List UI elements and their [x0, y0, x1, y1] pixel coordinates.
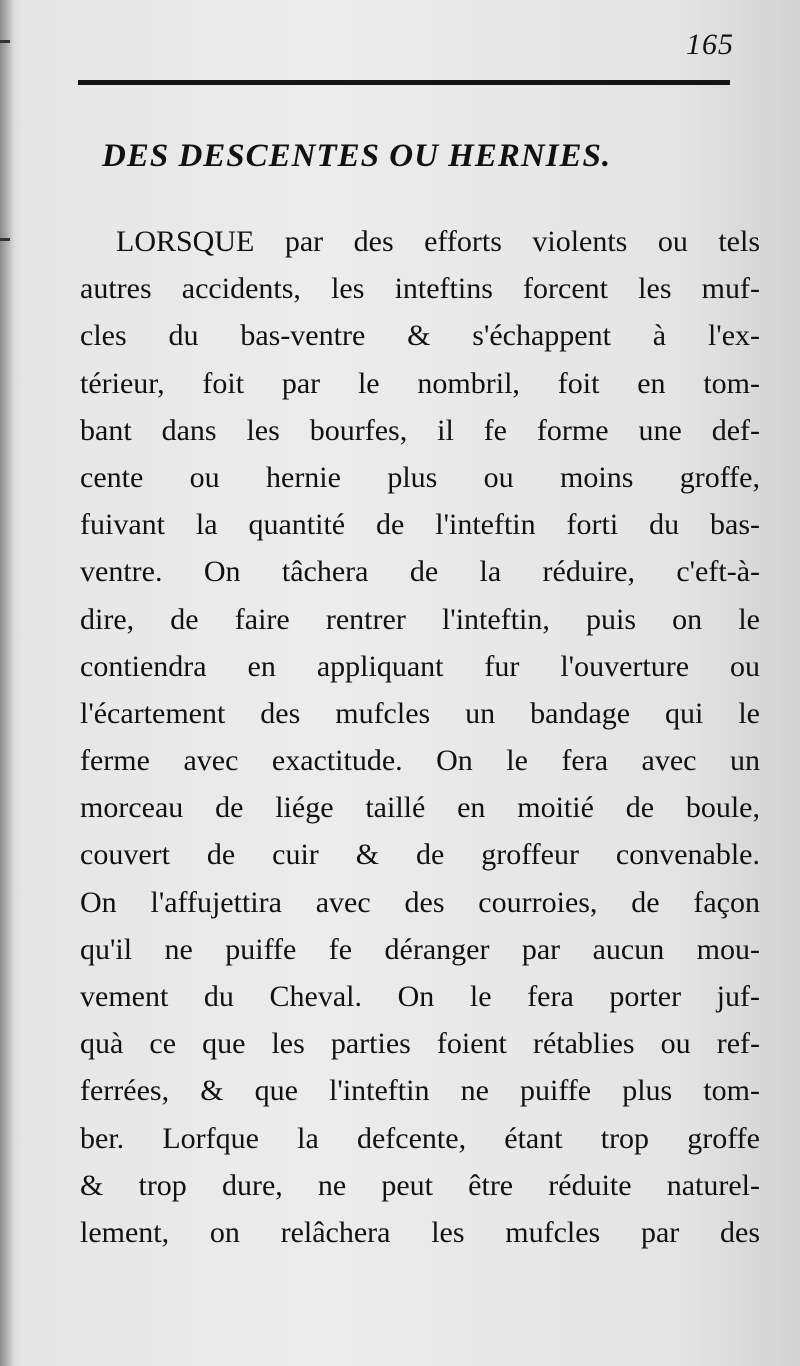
text-line: quà ce que les parties foient rétablies ou ref-	[80, 1027, 760, 1061]
body-text	[80, 218, 760, 1256]
section-heading: DES DESCENTES OU HERNIES.	[102, 138, 612, 174]
text-line: autres accidents, les inteftins forcent les muf-	[80, 272, 760, 306]
text-line: bant dans les bourfes, il fe forme une def-	[80, 413, 760, 447]
text-line: morceau de liége taillé en moitié de boule,	[80, 791, 760, 825]
text-line: qu'il ne puiffe fe déranger par aucun mou-	[80, 932, 760, 966]
binding-mark	[0, 238, 10, 241]
text-line: l'écartement des mufcles un bandage qui le	[80, 696, 760, 730]
text-line: ventre. On tâchera de la réduire, c'eft-à-	[80, 555, 760, 589]
header-rule	[78, 80, 730, 85]
text-line: LORSQUE par des efforts violents ou tels	[116, 225, 760, 258]
text-line: fuivant la quantité de l'inteftin forti du bas-	[80, 508, 760, 542]
text-line: vement du Cheval. On le fera porter juf-	[80, 980, 760, 1013]
gutter-shadow	[0, 0, 14, 1366]
text-line: couvert de cuir & de groffeur convenable.	[80, 838, 760, 872]
text-line: ber. Lorfque la defcente, étant trop groffe	[80, 1121, 760, 1155]
text-line: contiendra en appliquant fur l'ouverture ou	[80, 649, 760, 683]
text-line: dire, de faire rentrer l'inteftin, puis on le	[80, 602, 760, 636]
page-number: 165	[686, 28, 734, 61]
text-line: & trop dure, ne peut être réduite naturel-	[80, 1168, 760, 1202]
text-line: térieur, foit par le nombril, foit en tom-	[80, 366, 760, 400]
binding-mark	[0, 40, 10, 43]
text-line: cles du bas-ventre & s'échappent à l'ex-	[80, 319, 760, 353]
text-line: cente ou hernie plus ou moins groffe,	[80, 460, 760, 494]
text-line: lement, on relâchera les mufcles par des	[80, 1215, 760, 1249]
text-line: ferme avec exactitude. On le fera avec un	[80, 744, 760, 778]
text-line: On l'affujettira avec des courroies, de façon	[80, 885, 760, 919]
text-line: ferrées, & que l'inteftin ne puiffe plus tom-	[80, 1074, 760, 1108]
